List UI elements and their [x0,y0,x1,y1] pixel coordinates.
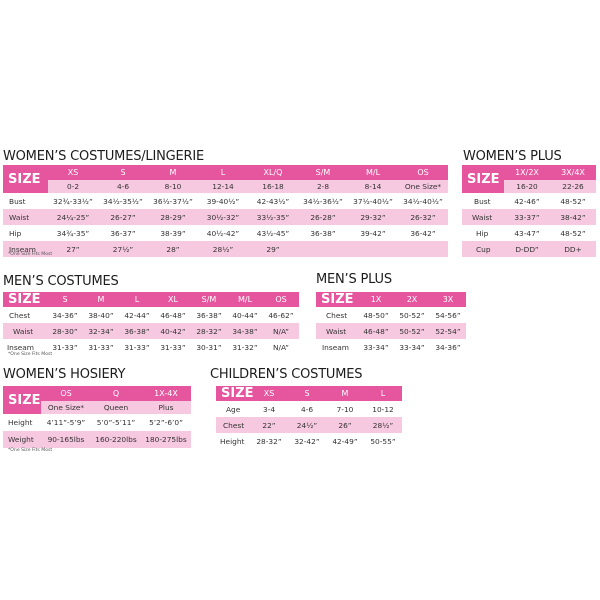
row-label: Hip [476,228,489,238]
numeric-size: 22-26 [550,180,596,193]
womens-costumes-title: WOMEN’S COSTUMES/LINGERIE [3,149,205,164]
table-cell: 33-37” [504,209,550,225]
table-cell: 36-38” [119,323,155,339]
table-row [216,401,402,417]
size-s: S [98,165,148,180]
table-cell: 28½” [364,417,402,433]
table-cell: 29-32” [348,209,398,225]
table-cell: 26” [326,417,364,433]
row-label: Chest [216,417,250,433]
numeric-size: 0-2 [48,180,98,193]
table-cell: 34½-36½” [303,196,343,206]
table-cell: 32-42” [294,436,320,446]
size-xlq: XL/Q [248,165,298,180]
table-cell: 46-48” [358,323,394,339]
table-cell: 33½-35” [248,209,298,225]
childrens-costumes-title: CHILDREN’S COSTUMES [210,367,363,382]
row-label: Inseam [322,342,349,352]
table-row [462,241,596,257]
table-cell: 24½” [288,417,326,433]
table-cell: N/A” [273,342,289,352]
table-row [462,209,596,225]
table-cell: 31-32” [232,342,258,352]
size-label: SIZE [462,165,504,193]
numeric-size: One Size* [398,180,448,193]
row-label: Chest [9,310,31,320]
table-cell [398,241,448,257]
table-cell: 28-30” [47,323,83,339]
table-cell: 40-44” [232,310,258,320]
table-cell [348,241,398,257]
size-m: M [83,292,119,307]
size-s: S [47,292,83,307]
table-cell: 24¼-25” [48,209,98,225]
table-row [316,307,466,323]
table-cell: 42-43½” [256,196,290,206]
size-description: One Size* [41,401,91,414]
table-cell: 28-32” [191,323,227,339]
childrens-costumes-table [216,386,402,449]
womens-hosiery-title: WOMEN’S HOSIERY [3,367,126,382]
table-cell: 5’0”-5’11” [96,418,136,427]
table-cell: 31-33” [52,342,78,352]
table-cell: 4’11”-5’9” [46,418,86,427]
size-label: SIZE [216,386,250,401]
womens-costumes-table [3,165,448,257]
size-os: OS [398,165,448,180]
womens-plus-table [462,165,596,257]
size-s: S [288,386,326,401]
mens-costumes-title: MEN’S COSTUMES [3,274,119,289]
table-row [3,241,448,257]
mens-costumes-table [3,292,299,355]
table-cell: 42-49” [332,436,358,446]
table-row [3,323,299,339]
table-row [462,225,596,241]
table-cell [298,241,348,257]
table-cell: 50-55” [370,436,396,446]
table-cell: 34½-40½” [403,196,443,206]
row-label: Bust [9,196,26,206]
mens-plus-title: MEN’S PLUS [316,272,392,287]
table-cell: 180-275lbs [141,431,191,448]
size-label: SIZE [3,165,48,193]
table-cell: 160-220lbs [91,431,141,448]
table-cell: 34-36” [52,310,78,320]
table-cell: 48-52” [560,228,586,238]
size-1x: 1X [358,292,394,307]
table-row [462,193,596,209]
table-cell: 3-4 [262,404,276,414]
table-cell: 31-33” [160,342,186,352]
table-cell: 26-27” [98,209,148,225]
table-cell: 28½” [198,241,248,257]
table-cell: 36-42” [410,228,436,238]
row-label: Bust [474,196,491,206]
table-cell: 42-46” [514,196,540,206]
size-os: OS [263,292,299,307]
table-cell: 33-34” [399,342,425,352]
table-cell: 48-50” [363,310,389,320]
table-cell: 32-34” [83,323,119,339]
row-label: Weight [3,431,41,448]
row-label: Inseam [7,342,34,352]
table-cell: 26-28” [298,209,348,225]
row-label: Waist [316,323,358,339]
table-cell: 31-33” [88,342,114,352]
table-cell: 36-37” [110,228,136,238]
size-m: M [148,165,198,180]
table-cell: 29” [248,241,298,257]
table-row [316,323,466,339]
womens-hosiery-table [3,386,191,448]
row-label: Chest [326,310,348,320]
table-cell: 50-52” [394,323,430,339]
table-cell: 42-44” [124,310,150,320]
row-label: Hip [9,228,22,238]
table-row [3,431,191,448]
numeric-size: 16-20 [504,180,550,193]
size-header-row [3,292,299,307]
table-cell: 37½-40½” [353,196,393,206]
size-xs: XS [48,165,98,180]
size-ml: M/L [227,292,263,307]
one-size-note: *One Size Fits Most [8,448,53,453]
table-cell: 90-165lbs [41,431,91,448]
table-cell: 31-33” [124,342,150,352]
table-cell: 34-38” [227,323,263,339]
size-header-row [3,386,191,401]
size-3x: 3X [430,292,466,307]
table-cell: 39-42” [360,228,386,238]
table-cell: 52-54” [430,323,466,339]
table-row [316,339,466,355]
size-label: SIZE [316,292,358,307]
size-label: SIZE [3,292,47,307]
table-cell: 28” [148,241,198,257]
table-cell: 34-36” [435,342,461,352]
table-row [3,225,448,241]
table-cell: 27” [48,241,98,257]
size-l: L [364,386,402,401]
table-cell: 36-38” [310,228,336,238]
table-cell: 34¾-35” [56,228,90,238]
table-cell: D-DD” [504,241,550,257]
size-header-row [3,165,448,180]
numeric-size: 4-6 [98,180,148,193]
table-cell: 10-12 [372,404,394,414]
table-cell: 43-47” [514,228,540,238]
table-cell: 36½-37½” [153,196,193,206]
size-xl: XL [155,292,191,307]
size-l: L [119,292,155,307]
size-1x4x: 1X-4X [141,386,191,401]
row-label: Age [226,404,241,414]
table-cell: 28-32” [256,436,282,446]
table-cell: 40-42” [155,323,191,339]
table-cell: 38-42” [550,209,596,225]
row-label: Cup [462,241,504,257]
row-label: Height [220,436,245,446]
table-cell: 54-56” [435,310,461,320]
table-cell: 26-32” [398,209,448,225]
table-row [3,193,448,209]
size-sm: S/M [191,292,227,307]
mens-plus-table [316,292,466,355]
womens-plus-title: WOMEN’S PLUS [463,149,562,164]
table-cell: 32¾-33½” [53,196,93,206]
table-cell: 36-38” [196,310,222,320]
table-cell: 39-40½” [206,196,240,206]
one-size-note: *One Size Fits Most [8,252,53,257]
one-size-note: *One Size Fits Most [8,352,53,357]
table-cell: 46-48” [160,310,186,320]
size-ml: M/L [348,165,398,180]
table-row [216,417,402,433]
size-header-row [462,165,596,180]
table-cell: DD+ [550,241,596,257]
size-label: SIZE [3,386,41,414]
row-label: Waist [3,209,48,225]
size-os: OS [41,386,91,401]
table-cell: 43½-45” [256,228,290,238]
row-label: Waist [462,209,504,225]
table-cell: 38-40” [88,310,114,320]
table-cell: 4-6 [300,404,314,414]
numeric-size: 2-8 [298,180,348,193]
table-cell: 34½-35½” [103,196,143,206]
size-xs: XS [250,386,288,401]
table-cell: 27½” [98,241,148,257]
row-label: Inseam [3,241,48,257]
numeric-size: 8-14 [348,180,398,193]
table-cell: 28-29” [148,209,198,225]
size-3x4x: 3X/4X [550,165,596,180]
table-cell: 5’2”-6’0” [149,418,183,427]
size-description: Queen [91,401,141,414]
table-row [3,307,299,323]
table-cell: 38-39” [160,228,186,238]
row-label: Height [8,418,33,427]
numeric-size: 8-10 [148,180,198,193]
numeric-size: 12-14 [198,180,248,193]
table-cell: 40½-42” [206,228,240,238]
table-cell: 22” [250,417,288,433]
row-label: Waist [3,323,47,339]
numeric-size: 16-18 [248,180,298,193]
table-cell: 30-31” [196,342,222,352]
size-q: Q [91,386,141,401]
size-m: M [326,386,364,401]
table-cell: 7-10 [336,404,354,414]
table-cell: 30½-32” [198,209,248,225]
size-description: Plus [141,401,191,414]
table-row [3,414,191,431]
table-row [3,209,448,225]
size-2x: 2X [394,292,430,307]
table-cell: 50-52” [399,310,425,320]
table-cell: 46-62” [268,310,294,320]
table-row [216,433,402,449]
table-cell: N/A” [263,323,299,339]
size-1x2x: 1X/2X [504,165,550,180]
size-header-row [216,386,402,401]
size-header-row [316,292,466,307]
numeric-size-row [3,180,448,193]
table-cell: 48-52” [560,196,586,206]
size-l: L [198,165,248,180]
table-cell: 33-34” [363,342,389,352]
size-sm: S/M [298,165,348,180]
